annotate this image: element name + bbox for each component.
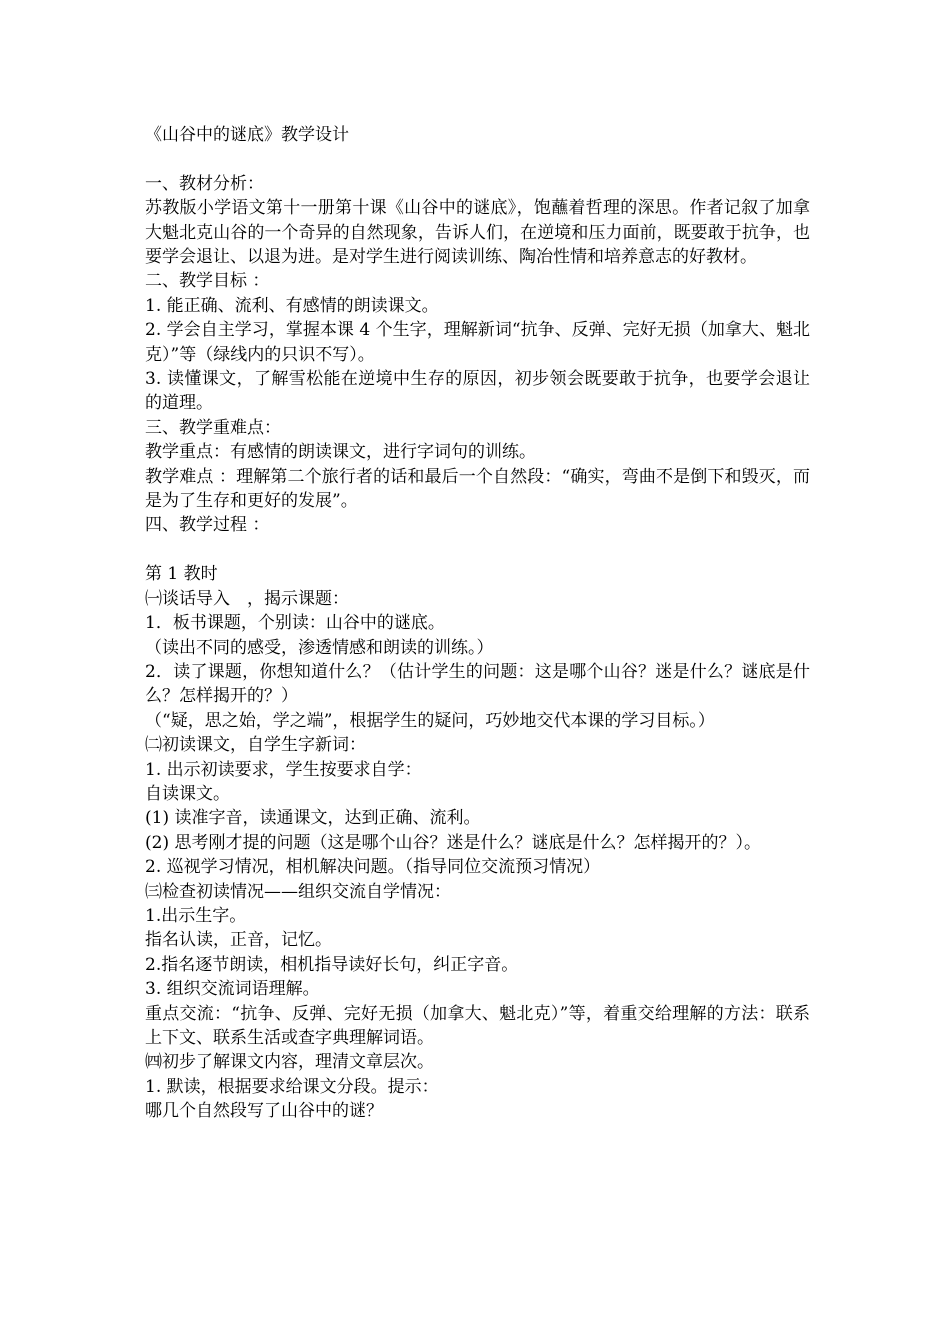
paragraph: ㈢检查初读情况——组织交流自学情况： <box>145 881 451 902</box>
document-body <box>145 123 810 1124</box>
paragraph: 指名认读，正音，记忆。 <box>145 930 332 951</box>
paragraph: 自读课文。 <box>145 783 230 804</box>
paragraph: 1.出示生字。 <box>145 905 247 926</box>
paragraph: 教学难点 ：理解第二个旅行者的话和最后一个自然段：“确实，弯曲不是倒下和毁灭，而是为了生存和更好的发展”。 <box>145 466 810 512</box>
blank-line <box>145 538 810 562</box>
paragraph: 三、教学重难点： <box>145 417 281 438</box>
paragraph: 教学重点：有感情的朗读课文，进行字词句的训练。 <box>145 442 536 463</box>
paragraph: 四、教学过程 ： <box>145 515 270 536</box>
paragraph: 3. 组织交流词语理解。 <box>145 979 320 1000</box>
paragraph: (1) 读准字音，读通课文，达到正确、流利。 <box>145 808 481 829</box>
paragraph: 一、教材分析： <box>145 173 264 194</box>
document-title: 《山谷中的谜底》教学设计 <box>145 125 349 145</box>
paragraph: 重点交流：“抗争、反弹、完好无损（加拿大、魁北克）”等，着重交给理解的方法：联系上下文、联系生活或查字典理解词语。 <box>145 1003 810 1048</box>
paragraph-list <box>145 147 810 1123</box>
paragraph: 哪几个自然段写了山谷中的谜？ <box>145 1101 383 1122</box>
paragraph: ㈣初步了解课文内容，理清文章层次。 <box>145 1052 434 1073</box>
paragraph: （读出不同的感受，渗透情感和朗读的训练。） <box>145 637 494 658</box>
paragraph: 第 1 教时 <box>145 564 218 585</box>
paragraph: 1. 默读，根据要求给课文分段。提示： <box>145 1076 439 1097</box>
paragraph: 1．板书课题，个别读：山谷中的谜底。 <box>145 613 445 634</box>
paragraph: 2.指名逐节朗读，相机指导读好长句，纠正字音。 <box>145 954 519 975</box>
paragraph: 二、教学目标 ： <box>145 271 270 292</box>
blank-line <box>145 147 810 171</box>
paragraph: ㈡初读课文，自学生字新词： <box>145 735 366 756</box>
paragraph: 3. 读懂课文，了解雪松能在逆境中生存的原因，初步领会既要敢于抗争，也要学会退让的道理。 <box>145 369 810 414</box>
paragraph: 2．读了课题，你想知道什么？（估计学生的问题：这是哪个山谷？迷是什么？谜底是什么？怎样揭开的？） <box>145 661 810 707</box>
paragraph: （“疑，思之始，学之端”，根据学生的疑问，巧妙地交代本课的学习目标。） <box>145 710 715 731</box>
paragraph: 苏教版小学语文第十一册第十课《山谷中的谜底》，饱蘸着哲理的深思。作者记叙了加拿大魁北克山谷的一个奇异的自然现象，告诉人们，在逆境和压力面前，既要敢于抗争，也要学会退让、以退为进。是对学生进行阅读训练、陶冶性情和培养意志的好教材。 <box>145 198 810 268</box>
paragraph: 1. 能正确、流利、有感情的朗读课文。 <box>145 295 439 316</box>
paragraph: 2. 巡视学习情况，相机解决问题。（指导同位交流预习情况） <box>145 857 601 878</box>
paragraph: ㈠谈话导入 ，揭示课题： <box>145 588 349 609</box>
paragraph: 1. 出示初读要求，学生按要求自学： <box>145 759 422 780</box>
paragraph: (2) 思考刚才提的问题（这是哪个山谷？迷是什么？谜底是什么？怎样揭开的？）。 <box>145 832 761 853</box>
paragraph: 2. 学会自主学习，掌握本课 4 个生字，理解新词“抗争、反弹、完好无损（加拿大、魁北克）”等（绿线内的只识不写）。 <box>145 320 810 365</box>
